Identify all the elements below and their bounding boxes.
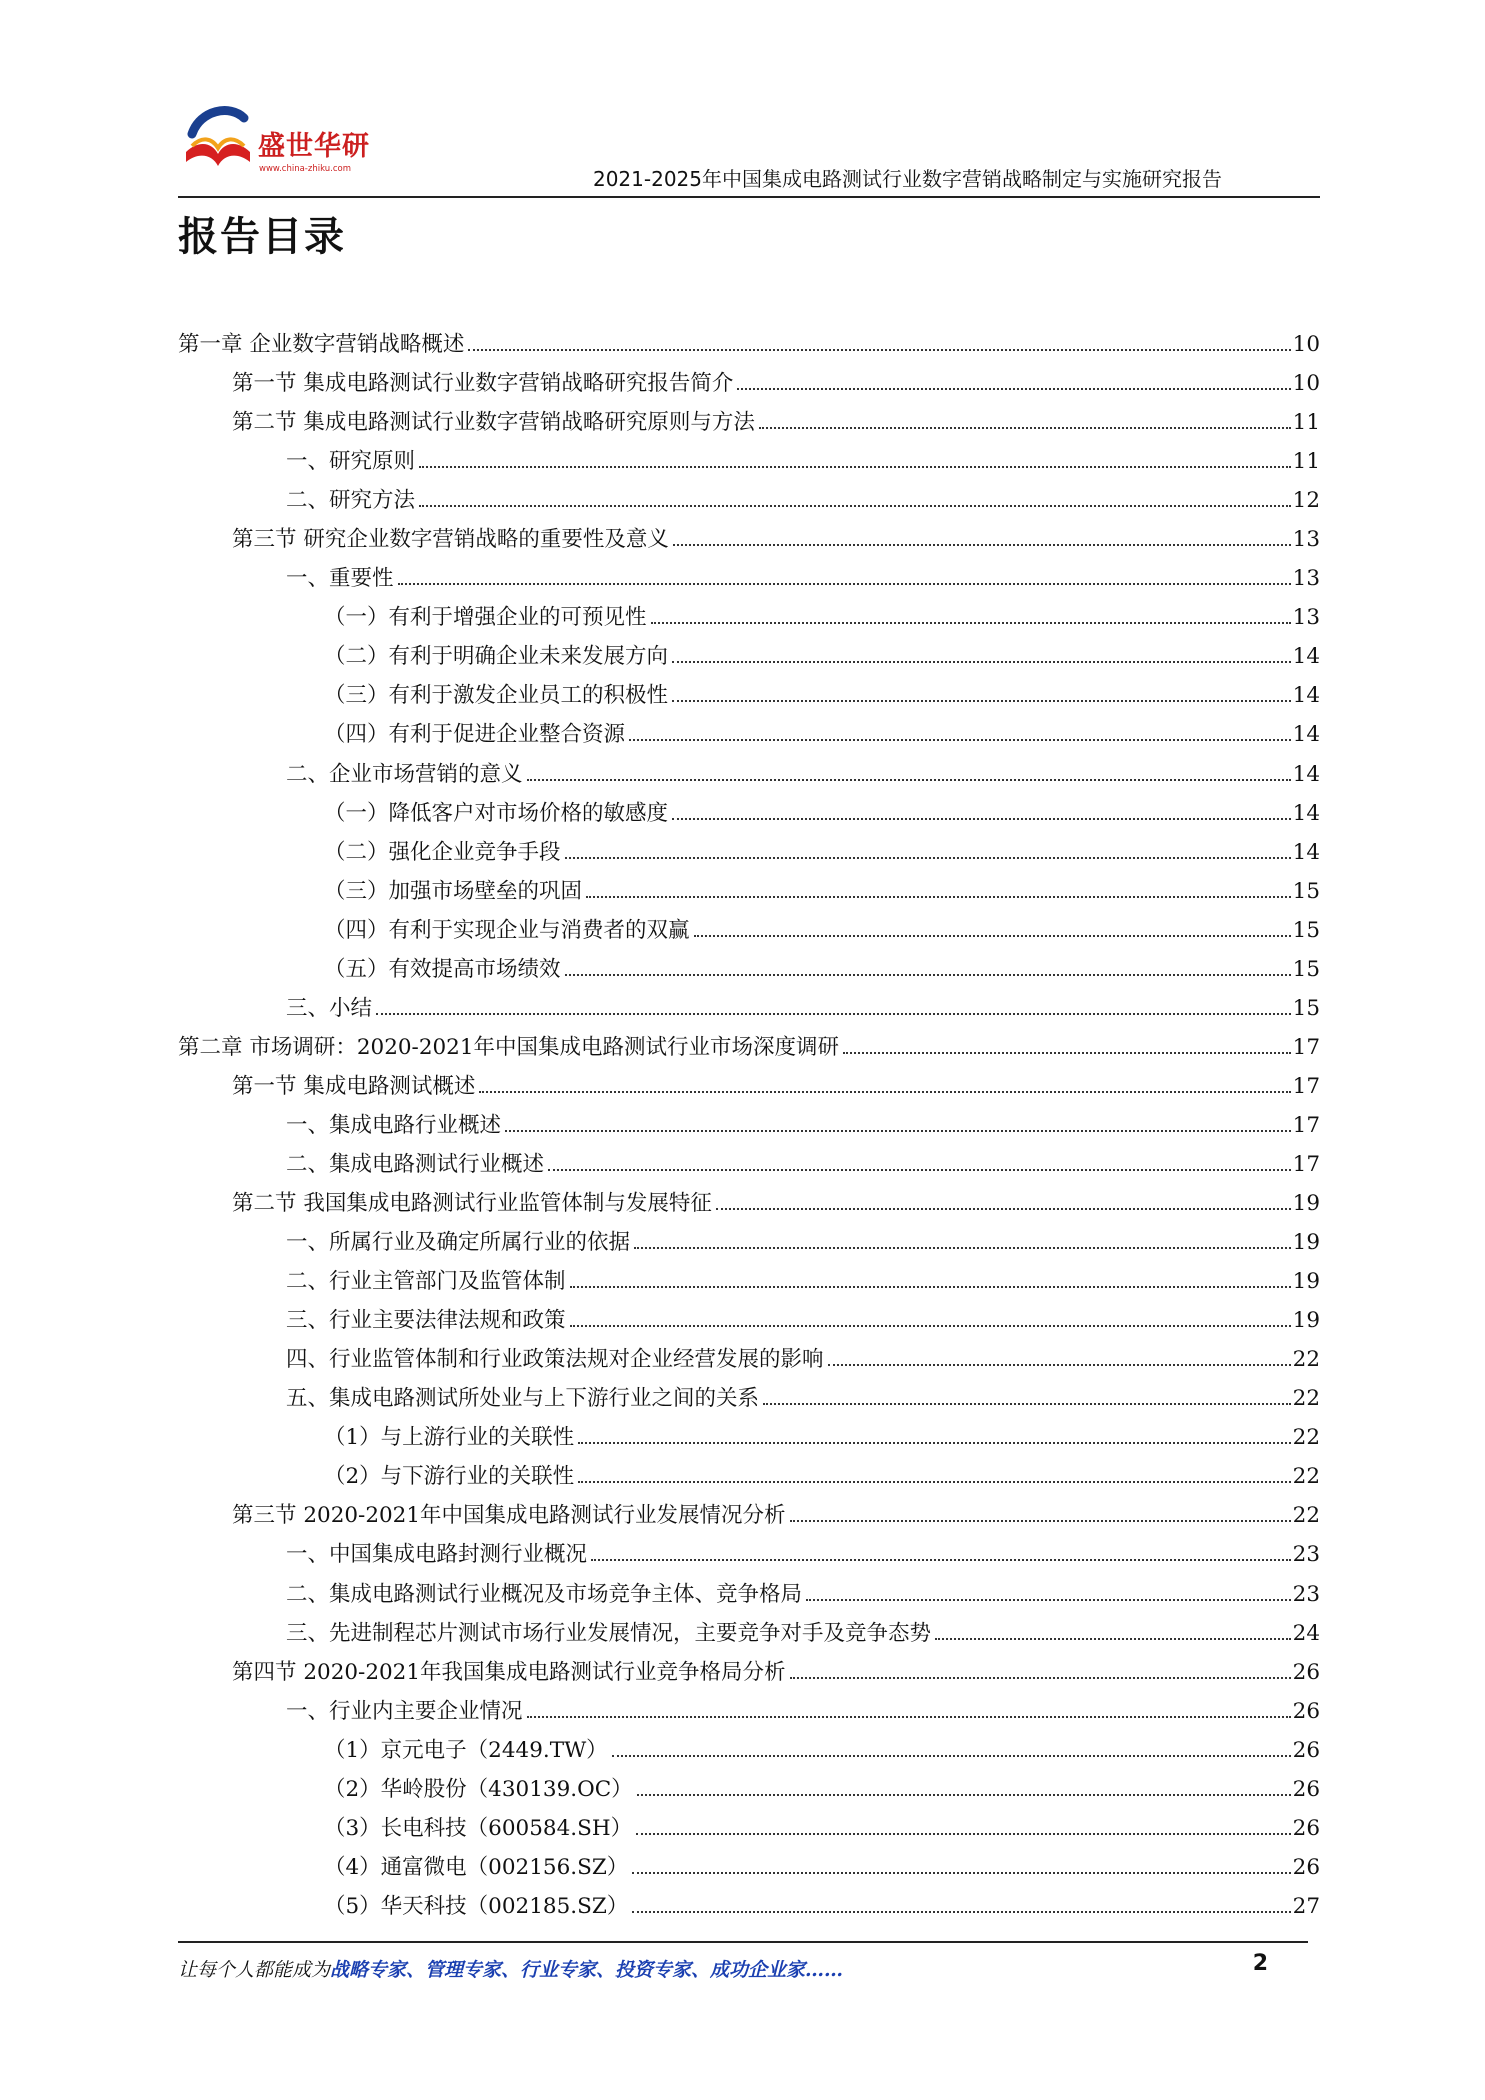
toc-entry-label: 一、集成电路行业概述 (286, 1112, 502, 1138)
toc-entry-page: 27 (1292, 1893, 1320, 1919)
toc-entry-page: 14 (1292, 761, 1320, 787)
toc-entry-label: 二、研究方法 (286, 488, 416, 514)
toc-entry-page: 11 (1292, 410, 1320, 436)
toc-entry[interactable] (178, 1535, 1320, 1574)
toc-leader-dots (843, 1028, 1291, 1067)
toc-entry-label: （五）有效提高市场绩效 (324, 956, 561, 982)
toc-entry-page: 12 (1292, 488, 1320, 514)
toc-leader-dots (651, 598, 1291, 637)
toc-entry[interactable] (178, 715, 1320, 754)
toc-entry[interactable] (178, 559, 1320, 598)
toc-leader-dots (672, 676, 1291, 715)
toc-leader-dots (737, 364, 1291, 403)
toc-entry[interactable] (178, 1731, 1320, 1770)
toc-leader-dots (763, 1379, 1291, 1418)
toc-entry-page: 13 (1292, 605, 1320, 631)
toc-leader-dots (629, 715, 1291, 754)
toc-leader-dots (570, 1262, 1291, 1301)
toc-entry[interactable] (178, 1770, 1320, 1809)
toc-entry-page: 15 (1292, 878, 1320, 904)
toc-leader-dots (632, 1848, 1291, 1887)
toc-leader-dots (806, 1575, 1291, 1614)
toc-entry-label: （二）有利于明确企业未来发展方向 (324, 644, 669, 670)
toc-entry-page: 19 (1292, 1308, 1320, 1334)
toc-entry-label: （一）有利于增强企业的可预见性 (324, 605, 647, 631)
toc-entry[interactable] (178, 1067, 1320, 1106)
toc-entry-label: 二、集成电路测试行业概况及市场竞争主体、竞争格局 (286, 1581, 803, 1607)
toc-entry[interactable] (178, 598, 1320, 637)
toc-leader-dots (672, 794, 1291, 833)
toc-leader-dots (565, 833, 1291, 872)
header-divider (178, 196, 1320, 198)
toc-leader-dots (527, 1692, 1291, 1731)
toc-entry-label: （2）与下游行业的关联性 (324, 1464, 575, 1490)
toc-entry[interactable] (178, 1457, 1320, 1496)
page-title: 报告目录 (178, 214, 346, 260)
footer-slogan-prefix: 让每个人都能成为 (178, 1959, 331, 1981)
toc-leader-dots (637, 1770, 1291, 1809)
toc-entry-page: 17 (1292, 1151, 1320, 1177)
toc-entry-page: 26 (1292, 1815, 1320, 1841)
toc-entry[interactable] (178, 1614, 1320, 1653)
toc-entry-label: 四、行业监管体制和行业政策法规对企业经营发展的影响 (286, 1347, 824, 1373)
toc-entry-label: （三）加强市场壁垒的巩固 (324, 878, 583, 904)
toc-entry-label: 第二节 集成电路测试行业数字营销战略研究原则与方法 (232, 410, 755, 436)
logo-url: www.china-zhiku.com (259, 164, 351, 174)
toc-leader-dots (586, 872, 1291, 911)
toc-entry-label: 二、集成电路测试行业概述 (286, 1151, 545, 1177)
toc-entry-label: 第三节 2020-2021年中国集成电路测试行业发展情况分析 (232, 1503, 786, 1529)
logo-book-icon (178, 100, 258, 180)
toc-entry-label: 第二节 我国集成电路测试行业监管体制与发展特征 (232, 1191, 712, 1217)
toc-entry[interactable] (178, 911, 1320, 950)
toc-leader-dots (419, 442, 1291, 481)
toc-entry[interactable] (178, 676, 1320, 715)
toc-entry-label: 一、行业内主要企业情况 (286, 1698, 523, 1724)
toc-entry-page: 19 (1292, 1230, 1320, 1256)
toc-entry-label: （3）长电科技（600584.SH） (324, 1815, 633, 1841)
toc-entry-page: 24 (1292, 1620, 1320, 1646)
toc-leader-dots (673, 520, 1291, 559)
toc-entry-label: 一、重要性 (286, 566, 394, 592)
toc-entry[interactable] (178, 481, 1320, 520)
toc-entry-label: （1）与上游行业的关联性 (324, 1425, 575, 1451)
toc-entry-page: 22 (1292, 1347, 1320, 1373)
toc-entry-page: 13 (1292, 527, 1320, 553)
toc-entry-label: 第一节 集成电路测试概述 (232, 1073, 476, 1099)
toc-entry-label: 五、集成电路测试所处业与上下游行业之间的关系 (286, 1386, 760, 1412)
toc-entry-page: 10 (1292, 371, 1320, 397)
toc-leader-dots (634, 1223, 1291, 1262)
toc-entry[interactable] (178, 833, 1320, 872)
page-number: 2 (1252, 1951, 1268, 1976)
toc-entry-label: 二、行业主管部门及监管体制 (286, 1269, 566, 1295)
toc-entry[interactable] (178, 1184, 1320, 1223)
toc-entry-page: 19 (1292, 1191, 1320, 1217)
toc-entry-label: 第三节 研究企业数字营销战略的重要性及意义 (232, 527, 669, 553)
toc-entry-page: 26 (1292, 1698, 1320, 1724)
toc-leader-dots (672, 637, 1291, 676)
toc-entry-page: 13 (1292, 566, 1320, 592)
toc-entry[interactable] (178, 1418, 1320, 1457)
toc-entry[interactable] (178, 637, 1320, 676)
toc-entry[interactable] (178, 1809, 1320, 1848)
toc-entry-label: 一、研究原则 (286, 449, 416, 475)
toc-entry-page: 15 (1292, 917, 1320, 943)
toc-leader-dots (612, 1731, 1291, 1770)
toc-entry[interactable] (178, 1028, 1320, 1067)
toc-entry-label: 第一节 集成电路测试行业数字营销战略研究报告简介 (232, 371, 734, 397)
toc-entry[interactable] (178, 872, 1320, 911)
toc-entry-page: 26 (1292, 1776, 1320, 1802)
toc-leader-dots (578, 1418, 1291, 1457)
toc-entry-page: 10 (1292, 332, 1320, 357)
toc-entry[interactable] (178, 364, 1320, 403)
toc-entry[interactable] (178, 520, 1320, 559)
toc-entry[interactable] (178, 1106, 1320, 1145)
toc-entry-page: 17 (1292, 1034, 1320, 1060)
toc-entry-page: 22 (1292, 1425, 1320, 1451)
toc-entry-label: 三、小结 (286, 995, 373, 1021)
toc-entry[interactable] (178, 1692, 1320, 1731)
toc-entry-page: 26 (1292, 1659, 1320, 1685)
toc-entry-page: 15 (1292, 995, 1320, 1021)
toc-entry-page: 22 (1292, 1386, 1320, 1412)
toc-leader-dots (694, 911, 1291, 950)
toc-entry-label: 第四节 2020-2021年我国集成电路测试行业竞争格局分析 (232, 1659, 786, 1685)
toc-entry[interactable] (178, 1262, 1320, 1301)
toc-entry-page: 14 (1292, 839, 1320, 865)
toc-leader-dots (591, 1535, 1291, 1574)
toc-entry[interactable] (178, 1223, 1320, 1262)
toc-entry-label: （5）华天科技（002185.SZ） (324, 1893, 629, 1919)
toc-entry[interactable] (178, 403, 1320, 442)
toc-leader-dots (790, 1653, 1291, 1692)
toc-entry[interactable] (178, 1887, 1320, 1926)
toc-entry[interactable] (178, 950, 1320, 989)
table-of-contents (178, 325, 1320, 1926)
toc-entry-label: 一、中国集成电路封测行业概况 (286, 1542, 588, 1568)
toc-leader-dots (636, 1809, 1291, 1848)
toc-leader-dots (578, 1457, 1291, 1496)
toc-entry-label: 三、先进制程芯片测试市场行业发展情况，主要竞争对手及竞争态势 (286, 1620, 932, 1646)
toc-leader-dots (419, 481, 1291, 520)
footer-slogan-highlight: 战略专家、管理专家、行业专家、投资专家、成功企业家…… (330, 1959, 844, 1981)
toc-entry-label: 第一章 企业数字营销战略概述 (178, 332, 465, 357)
toc-entry[interactable] (178, 1340, 1320, 1379)
toc-entry[interactable] (178, 794, 1320, 833)
toc-entry-page: 14 (1292, 644, 1320, 670)
toc-entry[interactable] (178, 755, 1320, 794)
toc-leader-dots (632, 1887, 1291, 1926)
toc-entry-label: （四）有利于促进企业整合资源 (324, 722, 626, 748)
toc-entry-label: （四）有利于实现企业与消费者的双赢 (324, 917, 690, 943)
footer-slogan (178, 1955, 843, 1982)
toc-leader-dots (759, 403, 1291, 442)
toc-entry-label: 第二章 市场调研：2020-2021年中国集成电路测试行业市场深度调研 (178, 1034, 840, 1060)
toc-leader-dots (468, 325, 1291, 364)
toc-entry-page: 11 (1292, 449, 1320, 475)
toc-leader-dots (479, 1067, 1291, 1106)
toc-entry-page: 22 (1292, 1464, 1320, 1490)
toc-entry-label: （三）有利于激发企业员工的积极性 (324, 683, 669, 709)
toc-entry-page: 14 (1292, 683, 1320, 709)
toc-entry[interactable] (178, 989, 1320, 1028)
toc-entry-label: 一、所属行业及确定所属行业的依据 (286, 1230, 631, 1256)
toc-entry-page: 26 (1292, 1854, 1320, 1880)
toc-leader-dots (398, 559, 1291, 598)
toc-entry-label: （一）降低客户对市场价格的敏感度 (324, 800, 669, 826)
toc-leader-dots (790, 1496, 1291, 1535)
toc-entry-page: 22 (1292, 1503, 1320, 1529)
toc-entry-page: 15 (1292, 956, 1320, 982)
toc-entry[interactable] (178, 1848, 1320, 1887)
toc-entry-label: （4）通富微电（002156.SZ） (324, 1854, 629, 1880)
toc-leader-dots (828, 1340, 1291, 1379)
toc-entry[interactable] (178, 442, 1320, 481)
footer-divider (178, 1941, 1308, 1943)
toc-leader-dots (565, 950, 1291, 989)
toc-leader-dots (376, 989, 1291, 1028)
page-header (178, 100, 1320, 195)
company-logo (178, 100, 398, 190)
toc-entry-label: （二）强化企业竞争手段 (324, 839, 561, 865)
toc-leader-dots (935, 1614, 1291, 1653)
report-title: 2021-2025年中国集成电路测试行业数字营销战略制定与实施研究报告 (592, 167, 1222, 191)
toc-entry-page: 23 (1292, 1542, 1320, 1568)
toc-entry-label: （1）京元电子（2449.TW） (324, 1737, 608, 1763)
toc-leader-dots (548, 1145, 1291, 1184)
toc-entry[interactable] (178, 1379, 1320, 1418)
toc-entry-page: 19 (1292, 1269, 1320, 1295)
toc-entry-page: 17 (1292, 1112, 1320, 1138)
toc-leader-dots (570, 1301, 1291, 1340)
toc-entry-page: 14 (1292, 722, 1320, 748)
toc-leader-dots (527, 755, 1291, 794)
toc-entry-page: 26 (1292, 1737, 1320, 1763)
toc-entry[interactable] (178, 1575, 1320, 1614)
toc-entry[interactable] (178, 1301, 1320, 1340)
toc-entry-label: 三、行业主要法律法规和政策 (286, 1308, 566, 1334)
toc-entry-page: 23 (1292, 1581, 1320, 1607)
toc-leader-dots (716, 1184, 1291, 1223)
toc-leader-dots (505, 1106, 1291, 1145)
toc-entry[interactable] (178, 1496, 1320, 1535)
toc-entry[interactable] (178, 325, 1320, 364)
logo-text: 盛世华研 (258, 131, 370, 162)
toc-entry-label: 二、企业市场营销的意义 (286, 761, 523, 787)
toc-entry-label: （2）华岭股份（430139.OC） (324, 1776, 633, 1802)
toc-entry-page: 17 (1292, 1073, 1320, 1099)
toc-entry-page: 14 (1292, 800, 1320, 826)
toc-entry[interactable] (178, 1653, 1320, 1692)
toc-entry[interactable] (178, 1145, 1320, 1184)
